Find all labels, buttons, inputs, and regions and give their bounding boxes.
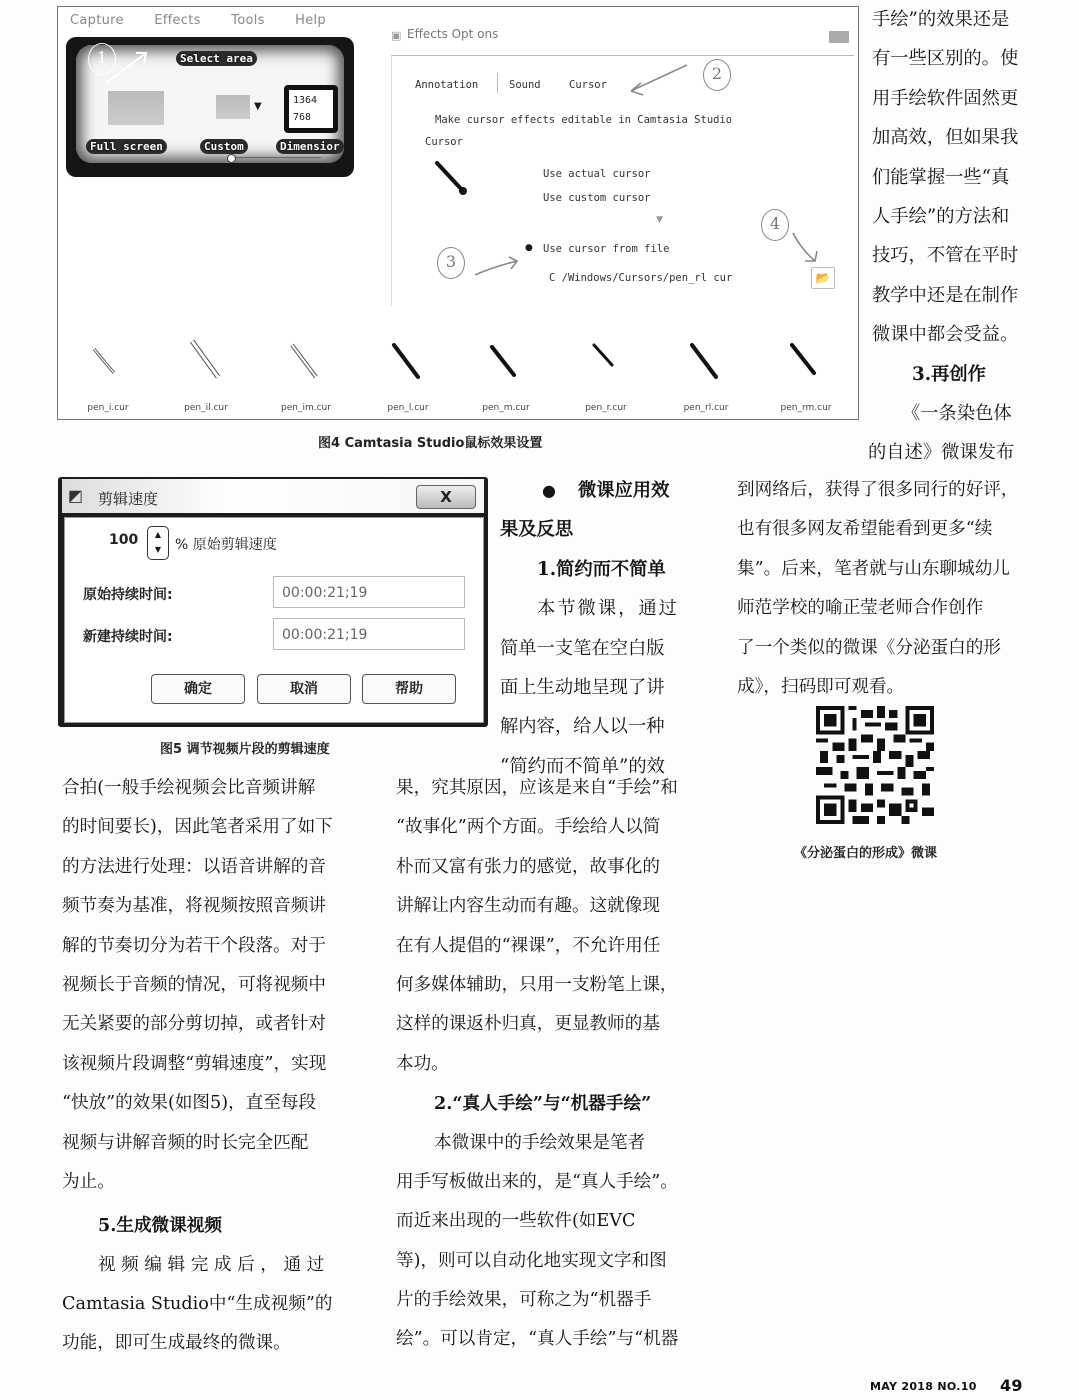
select-area-label: Select area bbox=[176, 51, 257, 66]
annotation-arrow-icon bbox=[789, 231, 823, 267]
paragraph-line: 视频长于音频的情况，可将视频中 bbox=[62, 974, 326, 995]
dialog-titlebar bbox=[62, 479, 484, 513]
cursor-file-name: pen_l.cur bbox=[387, 403, 429, 413]
cursor-group-label: Cursor bbox=[425, 136, 463, 148]
paragraph-line: 讲解让内容生动而有趣。这就像现 bbox=[396, 896, 660, 917]
chevron-down-icon: ▼ bbox=[656, 215, 663, 225]
new-duration-field[interactable]: 00:00:21;19 bbox=[273, 618, 465, 650]
section-heading-text: 微课应用效 bbox=[577, 480, 670, 501]
paragraph-line: 解内容，给人以一种 bbox=[500, 716, 665, 738]
pen-solid-icon bbox=[786, 341, 830, 385]
dialog-title: Effects Opt ons bbox=[407, 27, 499, 41]
dropdown-arrow-icon[interactable]: ▼ bbox=[254, 101, 262, 112]
option-use-custom-cursor[interactable]: Use custom cursor bbox=[543, 192, 651, 204]
figure-4-caption: 图4 Camtasia Studio鼠标效果设置 bbox=[318, 436, 543, 451]
tab-annotation[interactable]: Annotation bbox=[415, 79, 479, 91]
figure-4 bbox=[57, 6, 859, 420]
paragraph-line: 《一条染色体 bbox=[902, 402, 1012, 424]
paragraph-line: 成》，扫码即可观看。 bbox=[737, 676, 905, 697]
dimensions-label: Dimensior bbox=[276, 139, 344, 154]
full-screen-button[interactable]: Full screen bbox=[86, 139, 167, 154]
paragraph-line: 功能，即可生成最终的微课。 bbox=[62, 1333, 291, 1354]
paragraph-line: 本微课中的手绘效果是笔者 bbox=[434, 1132, 646, 1153]
cursor-file-name: pen_m.cur bbox=[482, 403, 530, 413]
new-duration-label: 新建持续时间: bbox=[83, 629, 173, 645]
tab-sound[interactable]: Sound bbox=[509, 79, 541, 91]
cancel-button[interactable]: 取消 bbox=[257, 674, 351, 704]
paragraph-line: 师范学校的喻正莹老师合作创作 bbox=[737, 598, 984, 619]
paragraph-line: 用手绘软件固然更 bbox=[872, 87, 1019, 109]
editable-option-checkbox[interactable]: Make cursor effects editable in Camtasia Studio bbox=[435, 114, 733, 126]
paragraph-line: 合拍(一般手绘视频会比音频讲解 bbox=[62, 778, 316, 798]
menu-help[interactable]: Help bbox=[295, 13, 326, 28]
tab-divider bbox=[497, 73, 498, 93]
paragraph-line: 为止。 bbox=[62, 1171, 115, 1192]
paragraph-line: 本功。 bbox=[396, 1053, 449, 1074]
paragraph-line: 本节微课，通过 bbox=[537, 598, 679, 620]
paragraph-line: “快放”的效果(如图5)，直至每段 bbox=[62, 1093, 317, 1114]
qr-caption: 《分泌蛋白的形成》微课 bbox=[794, 846, 938, 861]
option-use-cursor-from-file[interactable]: Use cursor from file bbox=[543, 243, 670, 255]
radio-selected-icon[interactable]: ● bbox=[525, 243, 533, 253]
paragraph-line: 加高效，但如果我 bbox=[872, 127, 1019, 149]
stepper-up-icon[interactable]: ▲ bbox=[154, 530, 162, 539]
section-heading-continued: 果及反思 bbox=[500, 519, 574, 541]
paragraph-line: 绘”。可以肯定，“真人手绘”与“机器 bbox=[396, 1329, 679, 1350]
pen-outline-icon bbox=[286, 341, 330, 387]
paragraph-line: 视频与讲解音频的时长完全匹配 bbox=[62, 1132, 309, 1153]
annotation-arrow-icon bbox=[473, 253, 523, 279]
option-use-actual-cursor[interactable]: Use actual cursor bbox=[543, 168, 651, 180]
paragraph-line: 何多媒体辅助，只用一支粉笔上课， bbox=[396, 974, 678, 995]
paragraph-line: 频节奏为基准，将视频按照音频讲 bbox=[62, 896, 326, 917]
menu-bar bbox=[70, 13, 352, 28]
window-control-icon[interactable] bbox=[829, 31, 849, 43]
annotation-1: 1 bbox=[88, 43, 116, 75]
paragraph-line: 集”。后来，笔者就与山东聊城幼儿 bbox=[737, 558, 1010, 579]
pen-solid-icon bbox=[486, 343, 530, 387]
pen-outline-icon bbox=[88, 343, 128, 383]
custom-button[interactable]: Custom bbox=[200, 139, 248, 154]
qr-code[interactable] bbox=[814, 706, 936, 824]
paragraph-line: 的自述》微课发布 bbox=[868, 442, 1015, 464]
annotation-arrow-icon bbox=[627, 61, 691, 97]
paragraph-line: 简单一支笔在空白版 bbox=[500, 637, 665, 659]
section-heading bbox=[500, 471, 679, 510]
effects-options-dialog bbox=[383, 17, 853, 305]
cursor-file-name: pen_rl.cur bbox=[683, 403, 729, 413]
slider-handle[interactable] bbox=[227, 154, 236, 163]
custom-cursor-dropdown[interactable] bbox=[543, 215, 663, 231]
pen-cursor-preview-icon bbox=[433, 159, 473, 199]
paragraph-line: 等)，则可以自动化地实现文字和图 bbox=[396, 1250, 667, 1271]
section-heading: 5.生成微课视频 bbox=[98, 1215, 222, 1237]
folder-open-icon[interactable]: 📂 bbox=[811, 267, 835, 289]
help-button[interactable]: 帮助 bbox=[362, 674, 456, 704]
paragraph-line: 的方法进行处理：以语音讲解的音 bbox=[62, 856, 326, 877]
cursor-file-name: pen_r.cur bbox=[585, 403, 627, 413]
full-screen-thumbnail[interactable] bbox=[108, 91, 164, 125]
app-icon: ◩ bbox=[68, 486, 84, 505]
height-value[interactable]: 768 bbox=[293, 112, 312, 123]
menu-effects[interactable]: Effects bbox=[154, 13, 201, 28]
paragraph-line: 微课中都会受益。 bbox=[872, 324, 1019, 346]
paragraph-line: 用手写板做出来的，是“真人手绘”。 bbox=[396, 1171, 678, 1192]
menu-capture[interactable]: Capture bbox=[70, 13, 124, 28]
paragraph-line: 这样的课返朴归真，更显教师的基 bbox=[396, 1014, 660, 1035]
paragraph-line: 到网络后，获得了很多同行的好评， bbox=[737, 480, 1019, 500]
paragraph-line: 人手绘”的方法和 bbox=[872, 205, 1010, 227]
cursor-file-name: pen_im.cur bbox=[281, 403, 331, 413]
recording-area-panel bbox=[66, 37, 354, 177]
tab-cursor[interactable]: Cursor bbox=[569, 79, 607, 91]
pen-solid-icon bbox=[686, 341, 730, 387]
issue-info: MAY 2018 NO.10 bbox=[870, 1380, 977, 1393]
dialog-title: 剪辑速度 bbox=[98, 490, 159, 508]
original-duration-label: 原始持续时间: bbox=[83, 587, 173, 603]
paragraph-line: Camtasia Studio中“生成视频”的 bbox=[62, 1294, 333, 1315]
paragraph-line: 了一个类似的微课《分泌蛋白的形 bbox=[737, 637, 1001, 658]
paragraph-line: 手绘”的效果还是 bbox=[872, 9, 1010, 30]
subsection-heading: 2.“真人手绘”与“机器手绘” bbox=[434, 1093, 652, 1115]
close-button[interactable]: X bbox=[416, 485, 476, 509]
page-number: 49 bbox=[1000, 1376, 1023, 1395]
pen-solid-icon bbox=[588, 341, 624, 377]
paragraph-line: 视 频 编 辑 完 成 后 ， 通 过 bbox=[98, 1254, 325, 1275]
paragraph-line: 教学中还是在制作 bbox=[872, 284, 1019, 306]
paragraph-line: “故事化”两个方面。手绘给人以简 bbox=[396, 817, 661, 838]
annotation-3: 3 bbox=[437, 247, 465, 279]
middle-column-top bbox=[500, 471, 679, 786]
annotation-arrow-icon bbox=[102, 47, 152, 87]
annotation-4: 4 bbox=[761, 209, 789, 241]
right-top-column bbox=[868, 0, 1019, 473]
cursor-file-path[interactable]: C /Windows/Cursors/pen_rl cur bbox=[549, 272, 733, 284]
paragraph-line: 面上生动地呈现了讲 bbox=[500, 676, 665, 698]
cursor-file-list bbox=[58, 327, 858, 419]
section-heading: 3.再创作 bbox=[912, 363, 986, 385]
original-duration-field[interactable]: 00:00:21;19 bbox=[273, 576, 465, 608]
paragraph-line: 有一些区别的。使 bbox=[872, 48, 1019, 70]
bullet-icon: ● bbox=[542, 481, 556, 500]
right-column bbox=[737, 471, 1019, 707]
paragraph-line: 朴而又富有张力的感觉，故事化的 bbox=[396, 856, 660, 877]
paragraph-line: 在有人提倡的“裸课”，不允许用任 bbox=[396, 935, 661, 956]
subsection-heading: 1.简约而不简单 bbox=[537, 558, 666, 580]
pen-outline-icon bbox=[186, 337, 230, 387]
ok-button[interactable]: 确定 bbox=[151, 674, 245, 704]
figure-5-clip-speed-dialog bbox=[58, 477, 488, 727]
custom-thumbnail[interactable] bbox=[216, 95, 250, 119]
cursor-file-name: pen_i.cur bbox=[87, 403, 129, 413]
paragraph-line: 而近来出现的一些软件(如EVC bbox=[396, 1211, 636, 1232]
speed-stepper[interactable] bbox=[147, 526, 169, 560]
paragraph-line: 该视频片段调整“剪辑速度”，实现 bbox=[62, 1053, 327, 1074]
dialog-body bbox=[64, 517, 484, 723]
paragraph-line: 技巧，不管在平时 bbox=[872, 245, 1019, 267]
paragraph-line: 无关紧要的部分剪切掉，或者针对 bbox=[62, 1014, 326, 1035]
left-column bbox=[62, 769, 333, 1364]
window-icon: ▣ bbox=[391, 29, 402, 42]
paragraph-line: 们能掌握一些“真 bbox=[872, 166, 1010, 188]
speed-input[interactable]: 100 bbox=[109, 532, 139, 548]
stepper-down-icon[interactable]: ▼ bbox=[154, 545, 162, 554]
menu-tools[interactable]: Tools bbox=[231, 13, 265, 28]
cursor-file-name: pen_rm.cur bbox=[780, 403, 832, 413]
speed-unit-label: % 原始剪辑速度 bbox=[175, 537, 277, 553]
figure-5-caption: 图5 调节视频片段的剪辑速度 bbox=[160, 742, 330, 757]
middle-column bbox=[396, 769, 678, 1360]
paragraph-line: 片的手绘效果，可称之为“机器手 bbox=[396, 1290, 652, 1311]
cursor-file-name: pen_il.cur bbox=[184, 403, 228, 413]
annotation-2: 2 bbox=[703, 59, 731, 91]
paragraph-line: “简约而不简单”的效 bbox=[500, 755, 665, 777]
slider-track[interactable] bbox=[231, 157, 321, 158]
dimensions-box[interactable] bbox=[284, 85, 338, 133]
paragraph-line: 也有很多网友希望能看到更多“续 bbox=[737, 519, 993, 540]
paragraph-line: 果，究其原因，应该是来自“手绘”和 bbox=[396, 778, 678, 798]
pen-solid-icon bbox=[388, 341, 432, 387]
paragraph-line: 解的节奏切分为若干个段落。对于 bbox=[62, 935, 326, 956]
width-value[interactable]: 1364 bbox=[293, 95, 318, 106]
paragraph-line: 的时间要长)，因此笔者采用了如下 bbox=[62, 817, 333, 838]
